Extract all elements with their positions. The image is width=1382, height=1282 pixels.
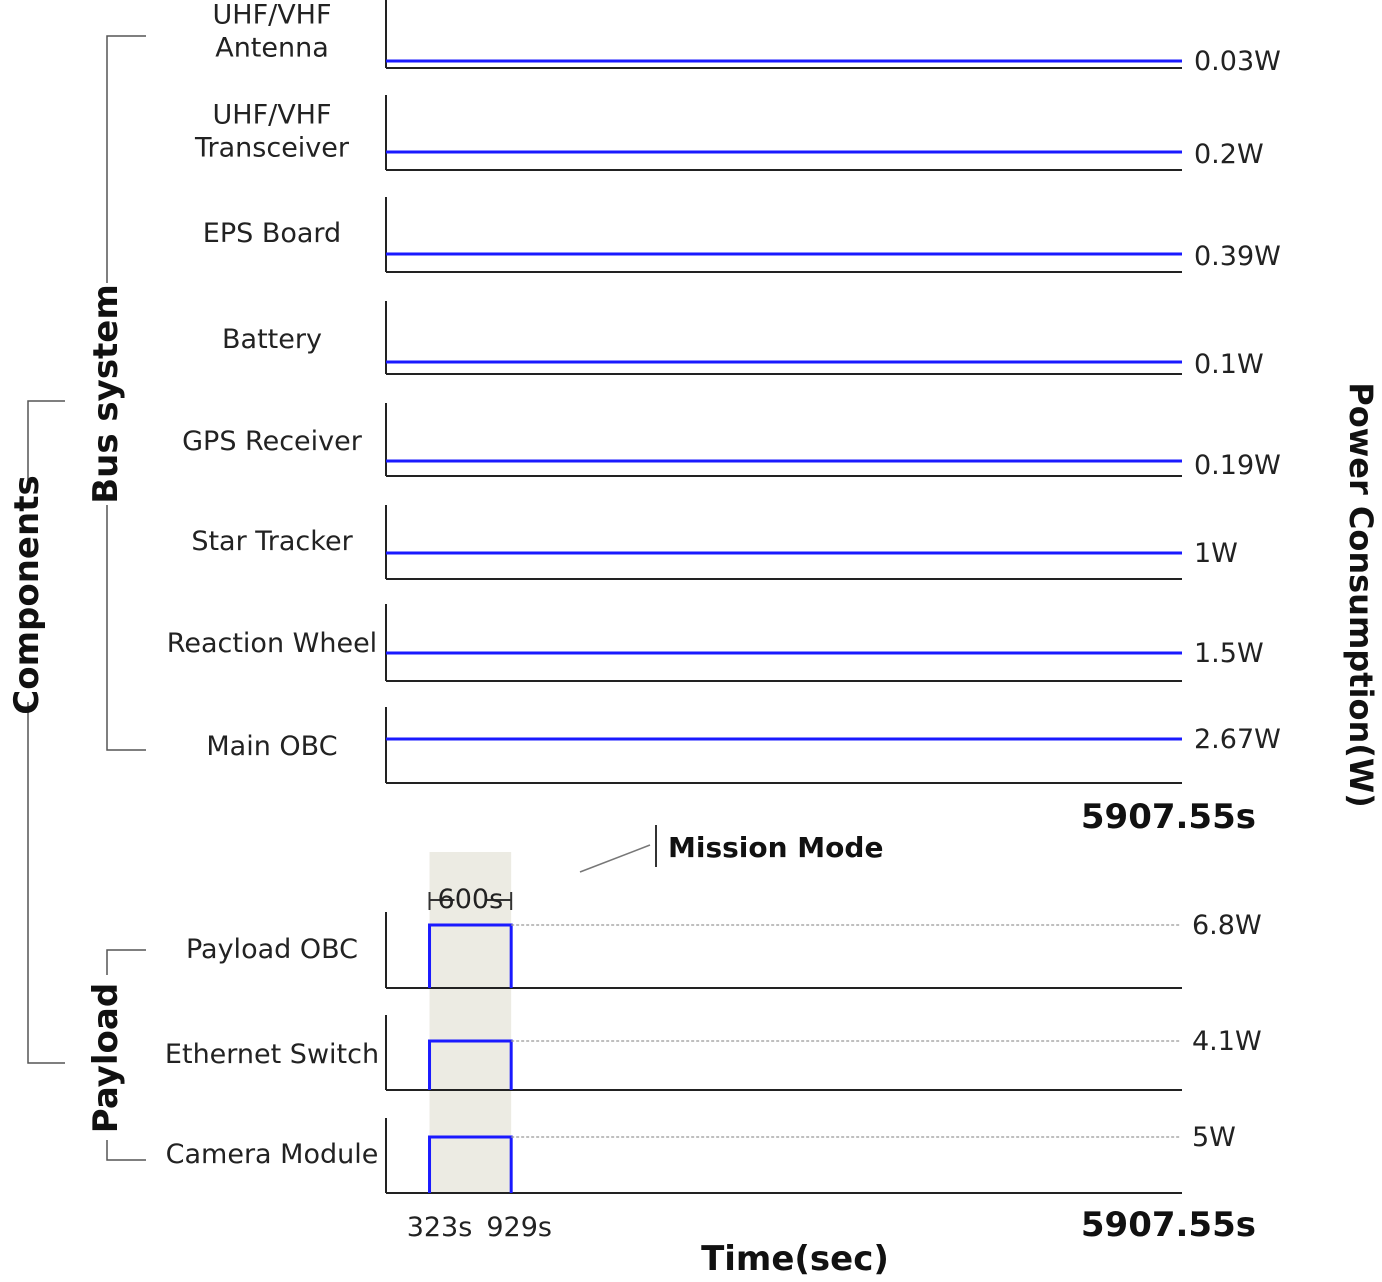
bus-end-time-label: 5907.55s [1080, 797, 1256, 837]
mission-mode-label: Mission Mode [668, 831, 884, 864]
bus-row-battery-value: 0.1W [1194, 349, 1264, 380]
bus-row-star-tracker-value: 1W [1194, 538, 1238, 569]
bus-row-star-tracker-name: Star Tracker [191, 526, 353, 557]
bus-row-main-obc-value: 2.67W [1194, 724, 1281, 755]
payload-end-time-label: 5907.55s [1080, 1205, 1256, 1245]
bus-row-gps-receiver-value: 0.19W [1194, 450, 1281, 481]
bus-row-reaction-wheel-name: Reaction Wheel [166, 628, 378, 659]
payload-row-camera-module-value: 5W [1192, 1122, 1236, 1153]
mission-start-tick-label: 323s [406, 1212, 473, 1243]
bus-row-gps-receiver-name: GPS Receiver [182, 426, 362, 457]
payload-row-ethernet-switch-value: 4.1W [1192, 1026, 1262, 1057]
payload-row-payload-obc-value: 6.8W [1192, 910, 1262, 941]
bus-row-uhf-vhf-transceiver-name: UHF/VHF Transceiver [195, 99, 349, 164]
payload-row-payload-obc-name: Payload OBC [185, 934, 359, 965]
bus-row-reaction-wheel-value: 1.5W [1194, 638, 1264, 669]
bus-row-uhf-vhf-antenna-value: 0.03W [1194, 46, 1281, 77]
payload-row-camera-module-name: Camera Module [165, 1139, 379, 1170]
y-axis-label: Power Consumption(W) [1342, 382, 1380, 808]
bus-row-uhf-vhf-antenna-name: UHF/VHF Antenna [212, 0, 332, 64]
payload-label: Payload [86, 982, 126, 1134]
bus-row-eps-board-value: 0.39W [1194, 241, 1281, 272]
bus-system-label: Bus system [86, 284, 126, 504]
payload-row-ethernet-switch-name: Ethernet Switch [164, 1039, 380, 1070]
mission-end-tick-label: 929s [486, 1212, 552, 1243]
components-label: Components [7, 475, 47, 715]
chart-rows [165, 0, 1281, 1193]
duration-label: 600s [437, 884, 504, 915]
bus-row-eps-board-name: EPS Board [202, 218, 342, 249]
x-axis-label: Time(sec) [701, 1239, 889, 1279]
bus-row-uhf-vhf-transceiver-value: 0.2W [1194, 139, 1264, 170]
bus-row-battery-name: Battery [222, 324, 322, 355]
bus-row-main-obc-name: Main OBC [206, 731, 338, 762]
mission-callout-line [580, 845, 650, 872]
